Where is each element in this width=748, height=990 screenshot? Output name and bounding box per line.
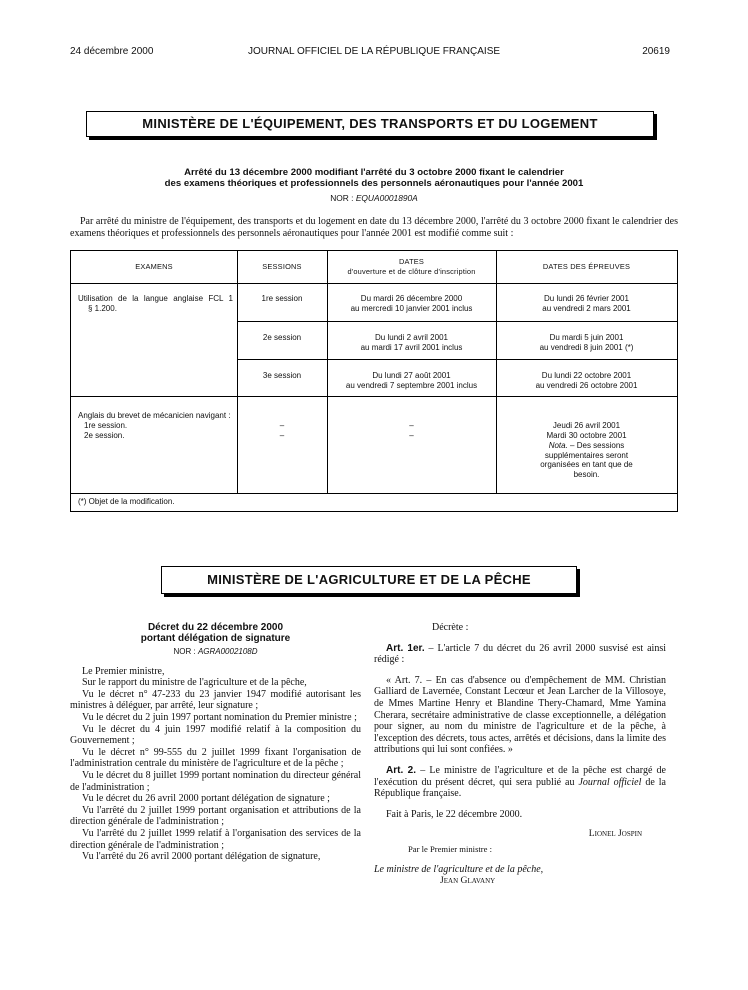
decret-left-column — [70, 622, 361, 863]
table-row-session: 1re session — [261, 294, 303, 303]
arrete-nor-label: NOR : — [330, 193, 354, 203]
col-header-examens: EXAMENS — [135, 262, 173, 271]
header-journal-title: JOURNAL OFFICIEL DE LA RÉPUBLIQUE FRANÇAISE — [247, 46, 501, 57]
exam2-epreuves — [496, 421, 677, 479]
exam-name-fcl1-line1: Utilisation de la langue anglaise FCL 1 — [78, 294, 233, 303]
col-header-dates-subtitle: d'ouverture et de clôture d'inscription — [347, 267, 476, 276]
visa-paragraph: Vu le décret du 4 juin 1997 modifié relatif à la composition du Gouvernement ; — [70, 723, 361, 747]
inscription-start: Du mardi 26 décembre 2000 — [360, 294, 463, 303]
decret-title — [70, 622, 361, 644]
visa-paragraph: Vu l'arrêté du 2 juillet 1999 relatif à l'organisation des services de la direction générale de l'administration ; — [70, 827, 361, 851]
visa-paragraph: Le Premier ministre, — [82, 665, 165, 677]
dash: – — [279, 431, 285, 440]
visa-paragraph: Vu le décret du 2 juin 1997 portant nomination du Premier ministre ; — [82, 711, 357, 723]
epreuve-start: Du lundi 22 octobre 2001 — [541, 371, 632, 380]
exam-name-mecanicien-title: Anglais du brevet de mécanicien navigant : — [78, 411, 231, 420]
dash: – — [409, 431, 414, 440]
epreuve-end: au vendredi 26 octobre 2001 — [535, 381, 638, 390]
table-divider — [237, 359, 677, 360]
decret-right-column — [374, 622, 666, 887]
nota-label: Nota. — [548, 441, 568, 450]
inscription-start: Du lundi 27 août 2001 — [372, 371, 451, 380]
visa-paragraph: Vu l'arrêté du 2 juillet 1999 portant organisation et attributions de la direction générale de l'administration ; — [70, 804, 361, 828]
article-7-quote: « Art. 7. – En cas d'absence ou d'empêchement de MM. Christian Galliard de Lavernée, Constant Lecœur et Jean Larcher de la Villosoye, de Mmes Martine Henry et Blandine Thery-Chamard, Mme Yamina Cherara, secrétaire administrative de classe exceptionnelle, a délégation pour signer, au nom du ministre de l'agriculture et de la pêche, à l'exception des décrets, tous actes, arrêtés et décisions, dans la limite des attributions qui lui sont confiées. » — [374, 674, 666, 756]
visa-paragraph: Sur le rapport du ministre de l'agriculture et de la pêche, — [82, 677, 307, 689]
exam-calendar-table — [70, 250, 678, 512]
col-header-dates — [327, 257, 496, 277]
header-page-number: 20619 — [642, 46, 670, 57]
arrete-intro: Par arrêté du ministre de l'équipement, des transports et du logement en date du 13 décembre 2000, l'arrêté du 3 octobre 2000 fixant le calendrier des examens théoriques et professionnels des personnels aéronautiques pour l'année 2001 est modifié comme suit : — [70, 216, 678, 239]
signature-glavany: Jean Glavany — [440, 875, 496, 887]
signature-jospin: Lionel Jospin — [588, 828, 642, 840]
journal-officiel: Journal officiel — [578, 776, 642, 788]
table-divider — [71, 396, 677, 397]
epreuve-date-1: Jeudi 26 avril 2001 — [552, 421, 621, 430]
exam-name-mecanicien — [78, 411, 236, 441]
epreuve-end: au vendredi 8 juin 2001 (*) — [539, 343, 634, 352]
article-2-text: – Le ministre de l'agriculture et de la pêche est chargé de l'exécution du présent décret, qui sera publié au — [374, 764, 667, 788]
visa-paragraph: Vu le décret n° 47-233 du 23 janvier 1947 modifié autorisant les ministres à déléguer, par arrêté, leur signature ; — [70, 688, 361, 712]
table-footnote: (*) Objet de la modification. — [78, 497, 175, 506]
decret-title-line1: Décret du 22 décembre 2000 — [147, 622, 284, 633]
exam-session-2: 2e session. — [84, 431, 125, 440]
exam-name-fcl1 — [78, 294, 233, 314]
session-dashes — [237, 421, 327, 441]
col-header-dates-title: DATES — [398, 257, 425, 266]
col-header-sessions: SESSIONS — [262, 262, 302, 271]
inscription-end: au mardi 17 avril 2001 inclus — [360, 343, 463, 352]
par-le-premier-ministre: Par le Premier ministre : — [408, 843, 493, 854]
fait-a-paris: Fait à Paris, le 22 décembre 2000. — [386, 808, 523, 820]
table-divider — [71, 493, 677, 494]
exam-name-fcl1-line2: § 1.200. — [88, 304, 117, 313]
arrete-title-line1: Arrêté du 13 décembre 2000 modifiant l'arrêté du 3 octobre 2000 fixant le calendrier — [184, 167, 564, 178]
epreuve-date-2: Mardi 30 octobre 2001 — [546, 431, 627, 440]
header-date: 24 décembre 2000 — [70, 46, 154, 57]
article-1-label: Art. 1er. — [386, 642, 425, 654]
exam-session-1: 1re session. — [84, 421, 128, 430]
decret-nor — [70, 646, 361, 658]
inscription-dashes — [327, 421, 496, 441]
table-row-epreuves — [496, 371, 677, 391]
epreuve-start: Du mardi 5 juin 2001 — [549, 333, 624, 342]
ministry-heading-agriculture: MINISTÈRE DE L'AGRICULTURE ET DE LA PÊCHE — [161, 566, 577, 594]
table-row-session: 2e session — [262, 333, 302, 342]
visa-paragraph: Vu le décret n° 99-555 du 2 juillet 1999 fixant l'organisation de l'administration centrale du ministère de l'agriculture et de la pêche ; — [70, 746, 361, 770]
inscription-end: au mercredi 10 janvier 2001 inclus — [350, 304, 473, 313]
col-header-epreuves: DATES DES ÉPREUVES — [542, 262, 631, 271]
table-row-inscription — [327, 371, 496, 391]
arrete-nor-value: EQUA0001890A — [355, 193, 418, 203]
table-row-epreuves — [496, 294, 677, 314]
decret-nor-label: NOR : — [173, 647, 196, 656]
arrete-title — [70, 167, 678, 189]
table-divider — [71, 283, 677, 284]
dash: – — [279, 421, 285, 430]
table-divider — [237, 321, 677, 322]
minister-title: Le ministre de l'agriculture et de la pêche, — [374, 863, 544, 875]
article-2-label: Art. 2. — [386, 764, 417, 776]
table-row-epreuves — [496, 333, 677, 353]
decret-title-line2: portant délégation de signature — [140, 633, 291, 644]
arrete-title-line2: des examens théoriques et professionnels des personnels aéronautiques pour l'année 2001 — [164, 178, 584, 189]
arrete-nor — [70, 193, 678, 203]
inscription-start: Du lundi 2 avril 2001 — [375, 333, 448, 342]
visa-paragraph: Vu l'arrêté du 26 avril 2000 portant délégation de signature, — [82, 851, 321, 863]
epreuve-start: Du lundi 26 février 2001 — [544, 294, 629, 303]
decret-nor-value: AGRA0002108D — [197, 647, 258, 656]
visa-paragraph: Vu le décret du 8 juillet 1999 portant nomination du directeur général de l'administration ; — [70, 769, 361, 793]
nota-text: – Des sessions supplémentaires seront organisées en tant que de besoin. — [540, 441, 633, 479]
article-2 — [374, 765, 666, 800]
visa-paragraph: Vu le décret du 26 avril 2000 portant délégation de signature ; — [82, 793, 330, 805]
table-row-inscription — [327, 333, 496, 353]
article-1-text: – L'article 7 du décret du 26 avril 2000 susvisé est ainsi rédigé : — [374, 642, 666, 666]
article-1 — [374, 643, 666, 666]
decrete: Décrète : — [432, 622, 469, 633]
ministry-heading-equipement: MINISTÈRE DE L'ÉQUIPEMENT, DES TRANSPORTS ET DU LOGEMENT — [86, 111, 654, 137]
nota — [531, 441, 643, 479]
table-row-inscription — [327, 294, 496, 314]
inscription-end: au vendredi 7 septembre 2001 inclus — [345, 381, 478, 390]
table-row-session: 3e session — [262, 371, 302, 380]
article-2-end: de la République française. — [374, 776, 666, 800]
epreuve-end: au vendredi 2 mars 2001 — [542, 304, 631, 313]
dash: – — [409, 421, 414, 430]
